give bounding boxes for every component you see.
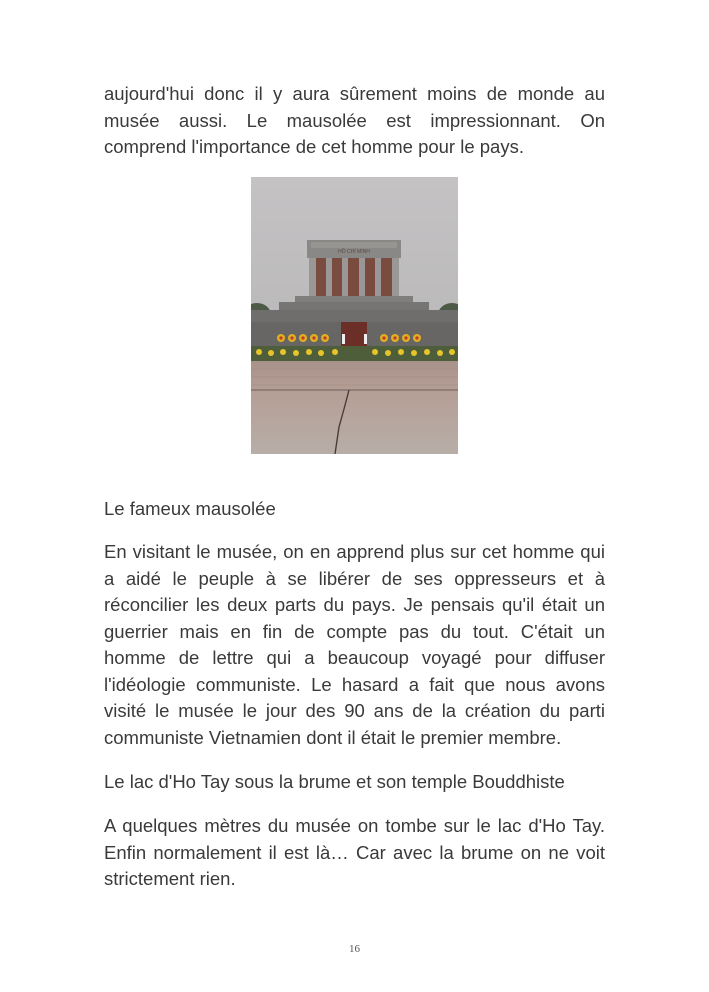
guard [342, 334, 345, 344]
lake-paragraph: A quelques mètres du musée on tombe sur le lac d'Ho Tay. Enfin normalement il est là… Car avec la brume on ne voit strictement rien. [104, 815, 605, 889]
museum-paragraph: En visitant le musée, on en apprend plus sur cet homme qui a aidé le peuple à se libérer de ses oppresseurs et à réconcilier les deux parts du pays. Je pensais qu'il était un guerrier mais en fin de compte pas du tout. C'était un homme de lettre qui a beaucoup voyagé pour diffuser l'idéologie communiste. Le hasard a fait que nous avons visité le musée le jour des 90 ans de la création du parti communiste Vietnamien dont il était le premier membre. [104, 541, 605, 748]
mausoleum-photo [251, 177, 458, 454]
guard [364, 334, 367, 344]
caption-lake: Le lac d'Ho Tay sous la brume et son temple Bouddhiste [104, 771, 565, 792]
intro-paragraph: aujourd'hui donc il y aura sûrement moins de monde au musée aussi. Le mausolée est impressionnant. On comprend l'importance de cet homme pour le pays. [104, 83, 605, 157]
plaza [251, 361, 458, 454]
mausoleum-sign: HỒ CHÍ MINH [338, 249, 370, 255]
page-number: 16 [349, 943, 360, 955]
caption-mausoleum: Le fameux mausolée [104, 498, 276, 519]
